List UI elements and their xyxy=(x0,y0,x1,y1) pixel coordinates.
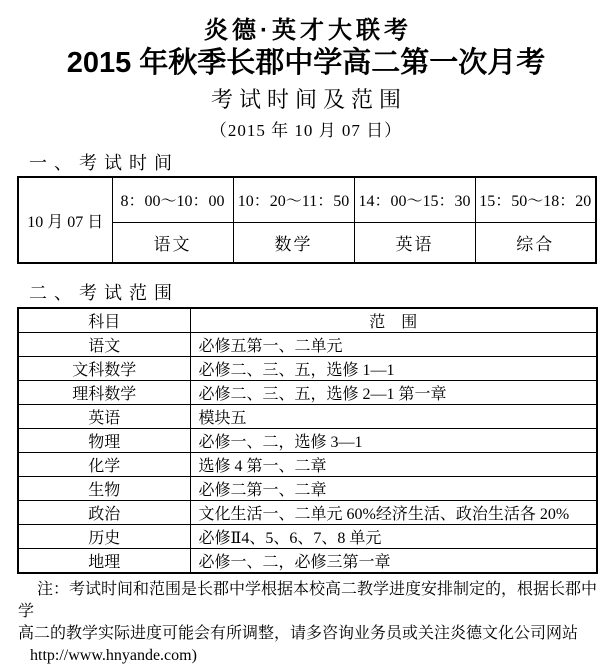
subject-cell: 语文 xyxy=(18,333,190,357)
scope-cell: 必修一、二，选修 3—1 xyxy=(190,429,597,453)
subject-cell: 文科数学 xyxy=(18,357,190,381)
scope-cell: 必修二第一、二章 xyxy=(190,477,597,501)
schedule-time-row xyxy=(18,177,596,222)
session-time-cell: 10：20～11：50 xyxy=(233,177,354,222)
footnote xyxy=(18,579,602,667)
scope-cell: 必修二、三、五，选修 2—1 第一章 xyxy=(190,381,597,405)
table-row xyxy=(18,357,597,381)
subject-cell: 历史 xyxy=(18,525,190,549)
table-row xyxy=(18,453,597,477)
scope-header-subject: 科目 xyxy=(18,308,190,333)
scope-cell: 必修一、二，必修三第一章 xyxy=(190,549,597,574)
table-row xyxy=(18,477,597,501)
exam-title: 2015 年秋季长郡中学高二第一次月考 xyxy=(66,47,546,79)
subject-cell: 政治 xyxy=(18,501,190,525)
scope-cell: 文化生活一、二单元 60%经济生活、政治生活各 20% xyxy=(190,501,597,525)
subject-cell: 物理 xyxy=(18,429,190,453)
session-time-cell: 8：00～10：00 xyxy=(112,177,233,222)
table-row xyxy=(18,333,597,357)
section-heading-exam-time: 一、考试时间 xyxy=(29,153,179,173)
scope-header-row xyxy=(18,308,597,333)
website-url: http://www.hnyande.com) xyxy=(30,647,197,664)
subject-cell: 生物 xyxy=(18,477,190,501)
subject-cell: 地理 xyxy=(18,549,190,574)
section-heading-exam-scope: 二、考试范围 xyxy=(29,283,179,303)
subject-cell: 理科数学 xyxy=(18,381,190,405)
table-row xyxy=(18,429,597,453)
exam-schedule-table xyxy=(17,176,597,264)
scope-cell: 必修Ⅱ4、5、6、7、8 单元 xyxy=(190,525,597,549)
session-subject-cell: 综合 xyxy=(475,222,596,263)
session-subject-cell: 数学 xyxy=(233,222,354,263)
subject-cell: 英语 xyxy=(18,405,190,429)
table-row xyxy=(18,549,597,574)
scope-cell: 必修五第一、二单元 xyxy=(190,333,597,357)
footnote-line: 高二的教学实际进度可能会有所调整，请多咨询业务员或关注炎德文化公司网站 xyxy=(18,625,579,642)
session-time-cell: 15：50～18：20 xyxy=(475,177,596,222)
exam-scope-table xyxy=(17,307,598,574)
subject-cell: 化学 xyxy=(18,453,190,477)
scope-cell: 必修二、三、五，选修 1—1 xyxy=(190,357,597,381)
scope-header-range: 范 围 xyxy=(190,308,597,333)
session-subject-cell: 英语 xyxy=(354,222,475,263)
session-subject-cell: 语文 xyxy=(112,222,233,263)
footnote-line: 注：考试时间和范围是长郡中学根据本校高二教学进度安排制定的，根据长郡中学 xyxy=(18,581,598,620)
table-row xyxy=(18,405,597,429)
exam-date-line: （2015 年 10 月 07 日） xyxy=(209,121,403,140)
table-row xyxy=(18,525,597,549)
table-row xyxy=(18,501,597,525)
scope-cell: 模块五 xyxy=(190,405,597,429)
doc-subject-heading: 考试时间及范围 xyxy=(210,87,407,112)
session-time-cell: 14：00～15：30 xyxy=(354,177,475,222)
scope-cell: 选修 4 第一、二章 xyxy=(190,453,597,477)
brand-title: 炎德·英才大联考 xyxy=(204,17,412,44)
exam-date-cell: 10 月 07 日 xyxy=(18,177,112,263)
table-row xyxy=(18,381,597,405)
